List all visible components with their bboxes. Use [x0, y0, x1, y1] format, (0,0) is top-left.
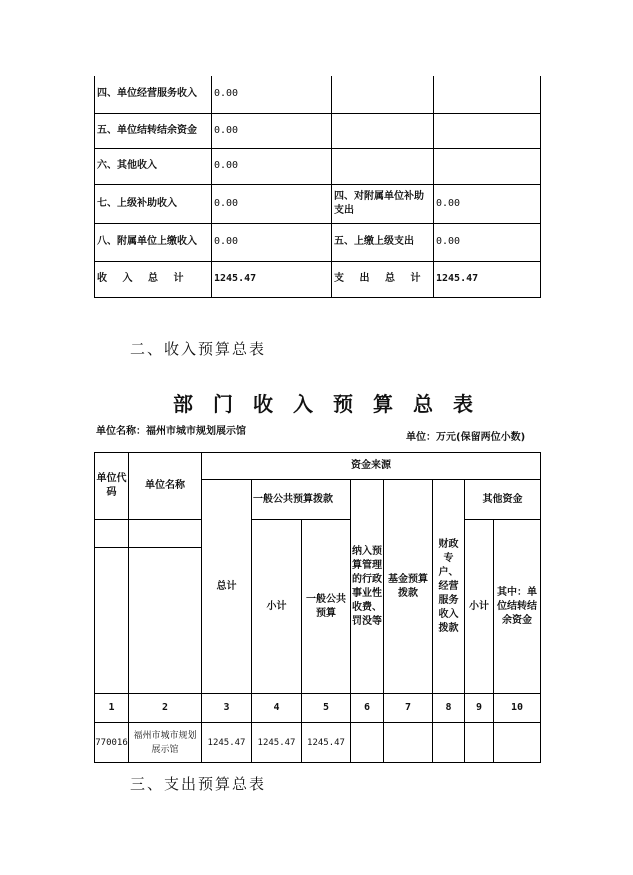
index-cell: 8	[433, 694, 465, 723]
header-name: 单位名称	[129, 453, 202, 520]
income-total-label: 收 入 总 计	[95, 261, 212, 297]
index-cell: 3	[202, 694, 252, 723]
expense-total-value: 1245.47	[434, 261, 541, 297]
fund-value	[384, 723, 433, 763]
row-label: 五、单位结转结余资金	[95, 113, 212, 148]
header-other-subtotal: 小计	[465, 520, 494, 694]
unit-label: 单位：万元(保留两位小数)	[406, 432, 526, 443]
header-row	[95, 453, 541, 480]
row-value: 0.00	[212, 223, 332, 261]
header-carryover: 其中：单位结转结余资金	[494, 520, 541, 694]
table-title: 部门收入预算总表	[173, 392, 493, 416]
section-heading: 二、收入预算总表	[130, 340, 267, 358]
row-value: 0.00	[434, 223, 541, 261]
table-row	[95, 113, 541, 148]
total-value: 1245.47	[202, 723, 252, 763]
index-cell: 1	[95, 694, 129, 723]
carryover-value	[494, 723, 541, 763]
total-row	[95, 261, 541, 297]
row-label	[332, 76, 434, 113]
header-general-budget: 一般公共预算	[302, 520, 351, 694]
row-value: 0.00	[212, 76, 332, 113]
header-special: 财政专户、经营服务收入拨款	[433, 480, 465, 694]
table-row	[95, 723, 541, 763]
row-value	[434, 148, 541, 184]
summary-table	[94, 76, 541, 298]
index-cell: 10	[494, 694, 541, 723]
row-value: 0.00	[434, 184, 541, 223]
header-general-public: 一般公共预算拨款	[252, 480, 351, 520]
header-subtotal: 小计	[252, 520, 302, 694]
header-name-blank	[129, 520, 202, 548]
index-cell: 6	[351, 694, 384, 723]
row-label: 四、单位经营服务收入	[95, 76, 212, 113]
table-row	[95, 148, 541, 184]
unit-code: 770016	[95, 723, 129, 763]
header-fees: 纳入预算管理的行政事业性收费、罚没等	[351, 480, 384, 694]
row-label: 四、对附属单位补助支出	[332, 184, 434, 223]
header-name-blank	[129, 548, 202, 694]
index-row	[95, 694, 541, 723]
index-cell: 7	[384, 694, 433, 723]
header-other: 其他资金	[465, 480, 541, 520]
header-code: 单位代码	[95, 453, 129, 520]
table-row	[95, 76, 541, 113]
table-row	[95, 223, 541, 261]
expense-total-label: 支 出 总 计	[332, 261, 434, 297]
general-budget-value: 1245.47	[302, 723, 351, 763]
special-value	[433, 723, 465, 763]
index-cell: 2	[129, 694, 202, 723]
header-row	[95, 520, 541, 548]
unit-name-cell: 福州市城市规划展示馆	[129, 723, 202, 763]
index-cell: 9	[465, 694, 494, 723]
table-row	[95, 184, 541, 223]
fees-value	[351, 723, 384, 763]
header-code-blank	[95, 520, 129, 548]
row-value: 0.00	[212, 148, 332, 184]
other-subtotal-value	[465, 723, 494, 763]
unit-name: 单位名称：福州市城市规划展示馆	[96, 426, 246, 437]
header-code-blank	[95, 548, 129, 694]
row-value	[434, 76, 541, 113]
header-total: 总计	[202, 480, 252, 694]
income-budget-table	[94, 452, 541, 763]
header-fund: 基金预算拨款	[384, 480, 433, 694]
row-label: 八、附属单位上缴收入	[95, 223, 212, 261]
income-total-value: 1245.47	[212, 261, 332, 297]
subtotal-value: 1245.47	[252, 723, 302, 763]
index-cell: 4	[252, 694, 302, 723]
row-value: 0.00	[212, 184, 332, 223]
row-label	[332, 113, 434, 148]
row-label: 七、上级补助收入	[95, 184, 212, 223]
row-label	[332, 148, 434, 184]
row-value	[434, 113, 541, 148]
index-cell: 5	[302, 694, 351, 723]
header-funding-source: 资金来源	[202, 453, 541, 480]
row-value: 0.00	[212, 113, 332, 148]
section-heading: 三、支出预算总表	[130, 775, 267, 793]
row-label: 六、其他收入	[95, 148, 212, 184]
row-label: 五、上缴上级支出	[332, 223, 434, 261]
